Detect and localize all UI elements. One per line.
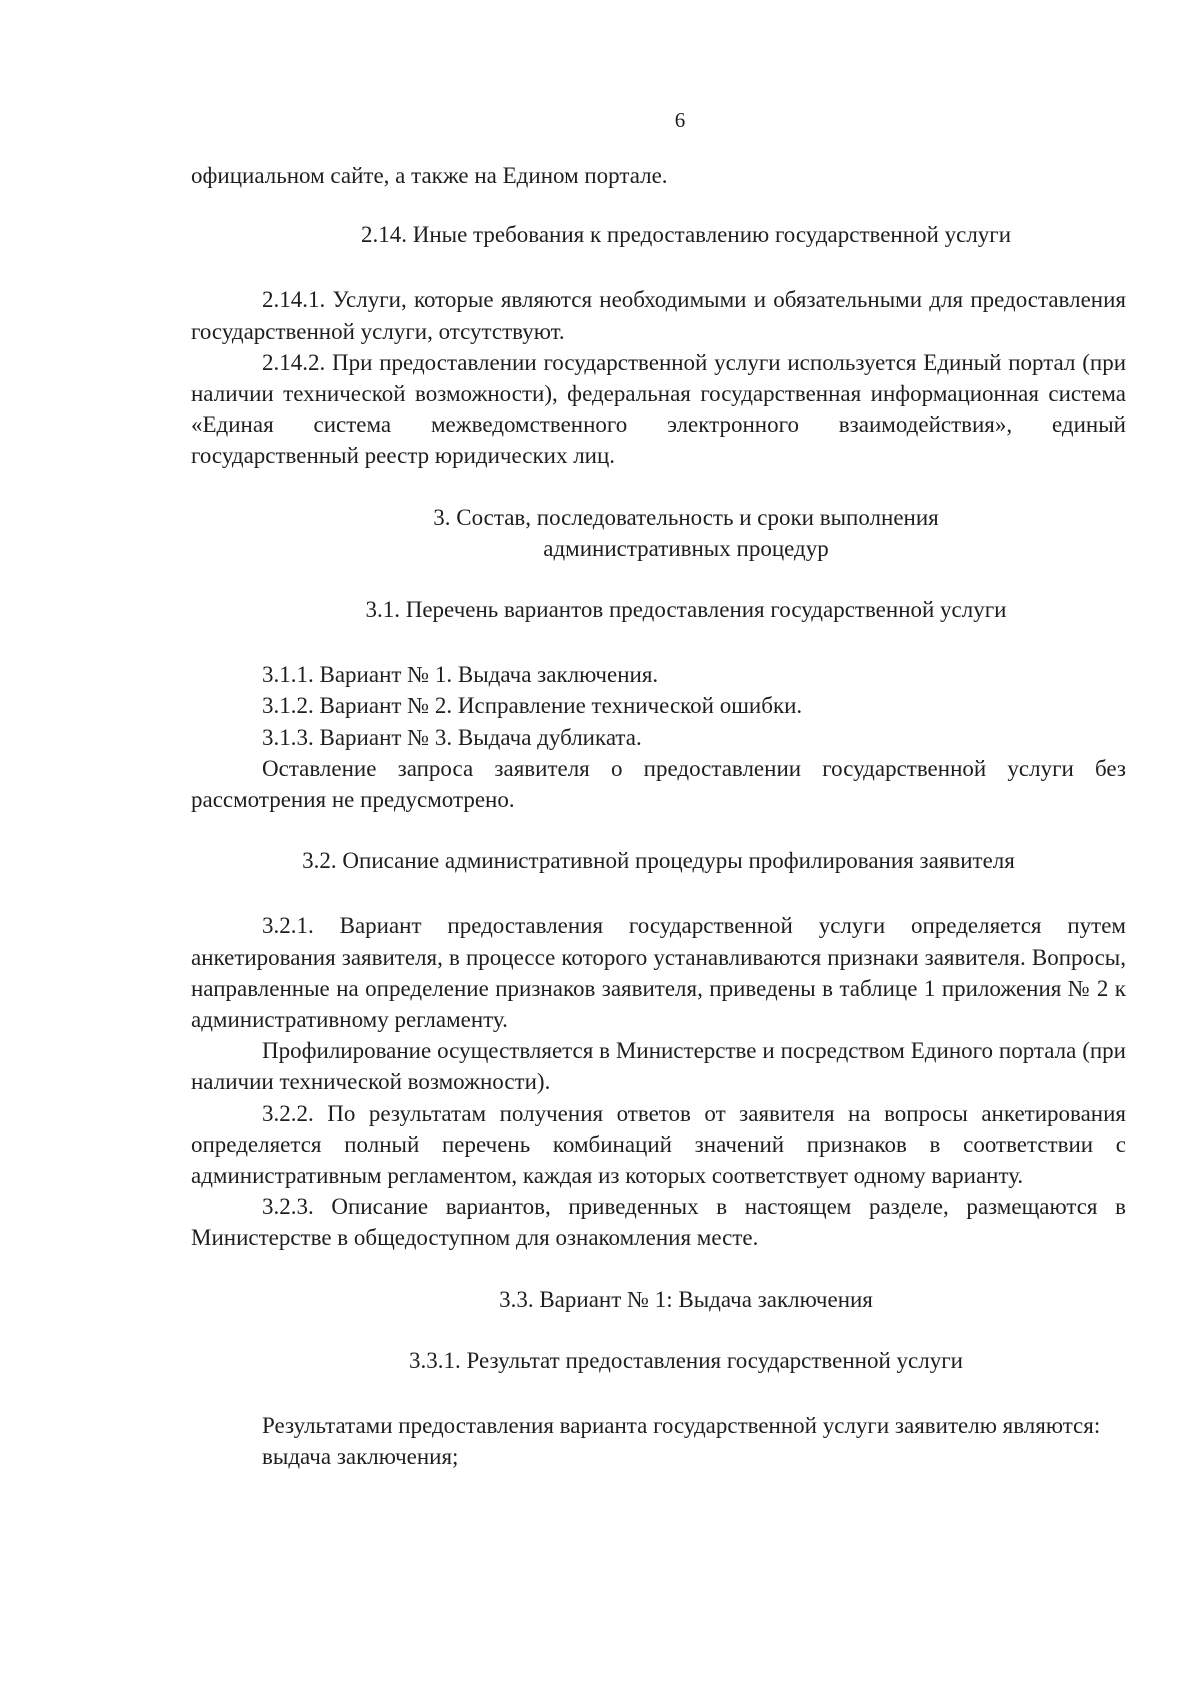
document-body — [191, 160, 1126, 1473]
paragraph-3-1-2: 3.1.2. Вариант № 2. Исправление технической ошибки. — [262, 693, 803, 719]
paragraph-continuation: официальном сайте, а также на Едином портале. — [191, 163, 668, 188]
paragraph-3-2-1-profiling: Профилирование осуществляется в Министерстве и посредством Единого портала (при наличии технической возможности). — [191, 1038, 1126, 1095]
paragraph-3-2-3: 3.2.3. Описание вариантов, приведенных в настоящем разделе, размещаются в Министерстве в общедоступном для ознакомления месте. — [191, 1194, 1126, 1251]
paragraph-3-2-1: 3.2.1. Вариант предоставления государственной услуги определяется путем анкетирования заявителя, в процессе которого устанавливаются признаки заявителя. Вопросы, направленные на определение признаков заявителя, приведены в таблице 1 приложения № 2 к административному регламенту. — [191, 913, 1126, 1033]
page-number: 6 — [674, 108, 686, 132]
heading-3-3: 3.3. Вариант № 1: Выдача заключения — [499, 1286, 873, 1312]
heading-3-2: 3.2. Описание административной процедуры профилирования заявителя — [302, 848, 1015, 874]
heading-3-line-1: 3. Состав, последовательность и сроки выполнения — [433, 504, 939, 530]
heading-3-3-1: 3.3.1. Результат предоставления государственной услуги — [409, 1347, 963, 1373]
heading-2-14: 2.14. Иные требования к предоставлению государственной услуги — [360, 222, 1012, 248]
heading-3-1: 3.1. Перечень вариантов предоставления государственной услуги — [365, 597, 1007, 623]
heading-3-line-2: административных процедур — [543, 535, 829, 561]
paragraph-3-1-1: 3.1.1. Вариант № 1. Выдача заключения. — [262, 662, 659, 688]
paragraph-2-14-2: 2.14.2. При предоставлении государственной услуги используется Единый портал (при наличии технической возможности), федеральная государственная информационная система «Единая система межведомственного электронного взаимодействия», единый государственный реестр юридических лиц. — [191, 349, 1126, 469]
paragraph-3-1-3: 3.1.3. Вариант № 3. Выдача дубликата. — [262, 724, 642, 750]
paragraph-3-1-note: Оставление запроса заявителя о предоставлении государственной услуги без рассмотрения не предусмотрено. — [191, 755, 1126, 813]
paragraph-3-3-1-item: выдача заключения; — [262, 1444, 459, 1470]
paragraph-3-2-2: 3.2.2. По результатам получения ответов от заявителя на вопросы анкетирования определяется полный перечень комбинаций значений признаков в соответствии с административным регламентом, каждая из которых соответствует одному варианту. — [191, 1100, 1126, 1189]
paragraph-2-14-1: 2.14.1. Услуги, которые являются необходимыми и обязательными для предоставления государственной услуги, отсутствуют. — [191, 287, 1126, 344]
paragraph-3-3-1-results: Результатами предоставления варианта государственной услуги заявителю являются: — [262, 1413, 1101, 1439]
